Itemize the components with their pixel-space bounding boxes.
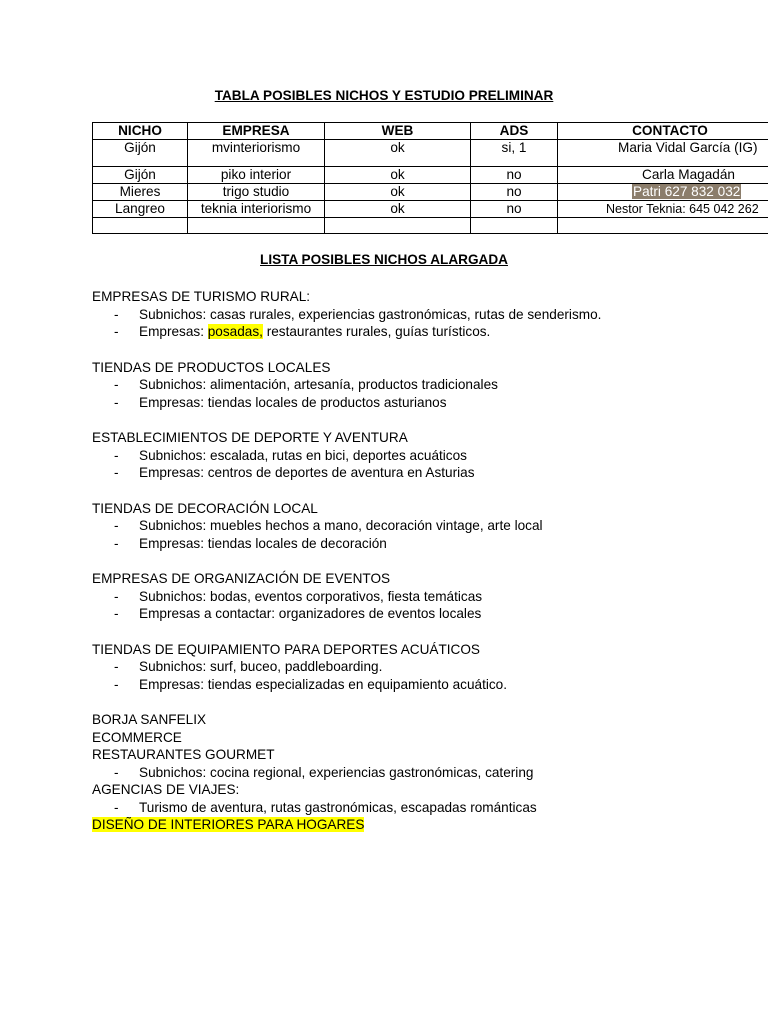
cell-nicho: Gijón [93,167,188,184]
subniche-text: Turismo de aventura, rutas gastronómicas, escapadas románticas [139,799,537,815]
list-group [92,570,768,623]
niche-list [92,288,768,711]
table-row [93,140,768,167]
subniche-text: Subnichos: casas rurales, experiencias gastronómicas, rutas de senderismo. [139,306,602,322]
companies-prefix: Empresas: [139,324,208,339]
header-contacto: CONTACTO [558,123,768,140]
subniche-text: Subnichos: muebles hechos a mano, decoración vintage, arte local [139,518,543,533]
category-heading: ESTABLECIMIENTOS DE DEPORTE Y AVENTURA [92,430,408,445]
cell-empresa: trigo studio [188,184,325,201]
cell-contacto: Maria Vidal García (IG) [558,140,768,167]
bullet-dash: - [114,518,119,533]
companies-text: Empresas: tiendas locales de productos asturianos [139,394,447,410]
cell-nicho: Gijón [93,140,188,167]
cell-contacto: Nestor Teknia: 645 042 262 [558,201,768,218]
list-item [92,464,768,482]
cell-nicho: Mieres [93,184,188,201]
cell-empresa: mvinteriorismo [188,140,325,167]
cell-contacto: Carla Magadán [558,167,768,184]
table-row-empty [93,218,768,234]
list-item [92,535,768,553]
cell-ads: no [471,201,558,218]
cell-web: ok [325,140,471,167]
category-heading: TIENDAS DE PRODUCTOS LOCALES [92,359,331,375]
cell-ads: si, 1 [471,140,558,167]
cell-web: ok [325,167,471,184]
list-item [92,394,768,412]
list-group [92,429,768,482]
bullet-dash: - [114,764,119,780]
companies-text: Empresas a contactar: organizadores de eventos locales [139,606,482,621]
bullet-dash: - [114,676,119,692]
extra-line [92,816,768,834]
list-item [92,306,768,324]
bullet-dash: - [114,799,119,815]
subniche-text: Subnichos: cocina regional, experiencias gastronómicas, catering [139,764,534,780]
category-heading: EMPRESAS DE TURISMO RURAL: [92,289,311,304]
extra-line: RESTAURANTES GOURMET [92,747,275,762]
extra-niches [92,711,768,834]
list-item [92,676,768,694]
subniche-text: Subnichos: alimentación, artesanía, productos tradicionales [139,377,498,392]
list-group [92,288,768,341]
bullet-dash: - [114,377,119,392]
table-title: TABLA POSIBLES NICHOS Y ESTUDIO PRELIMINAR [214,88,554,103]
companies-text: Empresas: tiendas especializadas en equipamiento acuático. [139,676,508,692]
header-empresa: EMPRESA [188,123,325,140]
extra-line: AGENCIAS DE VIAJES: [92,782,240,797]
table-header-row [93,123,768,140]
list-title: LISTA POSIBLES NICHOS ALARGADA [260,252,508,267]
extra-line: ECOMMERCE [92,729,182,745]
bullet-dash: - [114,588,119,604]
subniche-text: Subnichos: escalada, rutas en bici, deportes acuáticos [139,447,467,463]
cell-empresa: teknia interiorismo [188,201,325,218]
header-web: WEB [325,123,471,140]
bullet-dash: - [114,324,119,339]
table-row [93,201,768,218]
bullet-dash: - [114,306,119,322]
companies-rest: restaurantes rurales, guías turísticos. [262,324,491,339]
highlighted-line: DISEÑO DE INTERIORES PARA HOGARES [92,817,365,832]
header-nicho: NICHO [93,123,188,140]
cell-web: ok [325,201,471,218]
bullet-dash: - [114,394,119,410]
niches-table [92,122,768,234]
list-group [92,641,768,694]
highlighted-contact: Patri 627 832 032 [633,184,741,199]
list-group [92,500,768,553]
list-item [92,658,768,676]
bullet-dash: - [114,535,119,551]
list-item [92,799,768,817]
cell-contacto [558,184,768,201]
header-ads: ADS [471,123,558,140]
list-item [92,588,768,606]
table-row [93,184,768,201]
extra-line: BORJA SANFELIX [92,712,207,727]
cell-ads: no [471,167,558,184]
list-item [92,605,768,623]
bullet-dash: - [114,447,119,463]
subniche-text: Subnichos: surf, buceo, paddleboarding. [139,659,383,674]
bullet-dash: - [114,659,119,674]
cell-ads: no [471,184,558,201]
bullet-dash: - [114,606,119,621]
category-heading: EMPRESAS DE ORGANIZACIÓN DE EVENTOS [92,571,391,586]
list-item [92,517,768,535]
companies-text: Empresas: tiendas locales de decoración [139,535,387,551]
cell-web: ok [325,184,471,201]
highlighted-word: posadas, [207,324,263,339]
list-item [92,447,768,465]
category-heading: TIENDAS DE DECORACIÓN LOCAL [92,500,318,516]
cell-nicho: Langreo [93,201,188,218]
list-item [92,376,768,394]
companies-text: Empresas: centros de deportes de aventura en Asturias [139,465,475,480]
list-group [92,359,768,412]
list-item [92,323,768,341]
cell-empresa: piko interior [188,167,325,184]
bullet-dash: - [114,465,119,480]
list-item [92,764,768,782]
subniche-text: Subnichos: bodas, eventos corporativos, fiesta temáticas [139,588,483,604]
category-heading: TIENDAS DE EQUIPAMIENTO PARA DEPORTES ACUÁTICOS [92,641,481,657]
table-row [93,167,768,184]
